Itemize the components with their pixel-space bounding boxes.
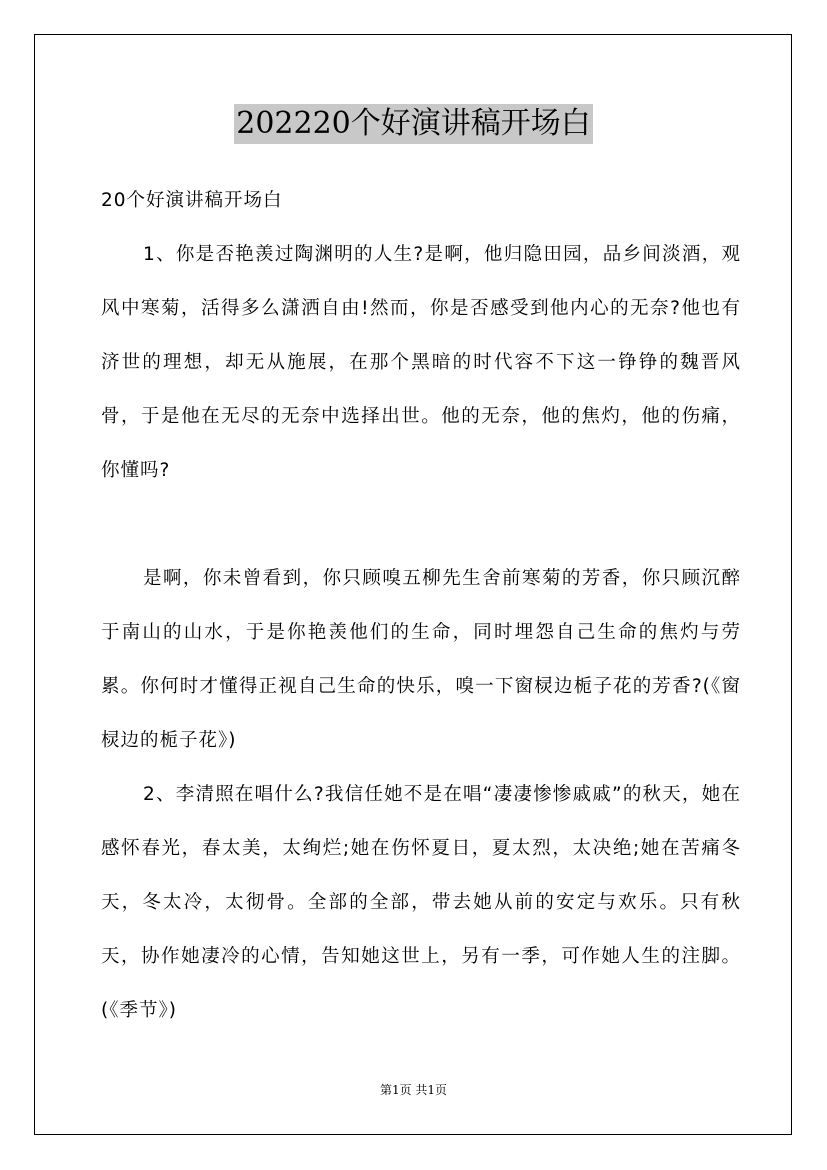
paragraph-3: 2、李清照在唱什么?我信任她不是在唱“凄凄惨惨戚戚”的秋天，她在感怀春光，春太美，太绚烂;她在伤怀夏日，夏太烈，太决绝;她在苦痛冬天，冬太冷，太彻骨。全部的全部，带去她从前的安定与欢乐。只有秋天，协作她凄冷的心情，告知她这世上，另有一季，可作她人生的注脚。(《季节》) bbox=[101, 784, 741, 1021]
document-subtitle: 20个好演讲稿开场白 bbox=[101, 190, 283, 211]
paragraph-gap bbox=[101, 498, 741, 552]
paragraph-1: 1、你是否艳羡过陶渊明的人生?是啊，他归隐田园，品乡间淡酒，观风中寒菊，活得多么潇洒自由!然而，你是否感受到他内心的无奈?他也有济世的理想，却无从施展，在那个黑暗的时代容不下这一铮铮的魏晋风骨，于是他在无尽的无奈中选择出世。他的无奈，他的焦灼，他的伤痛，你懂吗? bbox=[101, 244, 741, 481]
document-title: 202220个好演讲稿开场白 bbox=[234, 104, 593, 144]
page-footer: 第1页 共1页 bbox=[379, 1083, 448, 1097]
paragraph-2: 是啊，你未曾看到，你只顾嗅五柳先生舍前寒菊的芳香，你只顾沉醉于南山的山水，于是你艳羡他们的生命，同时埋怨自己生命的焦灼与劳累。你何时才懂得正视自己生命的快乐，嗅一下窗棂边栀子花的芳香?(《窗棂边的栀子花》) bbox=[101, 568, 741, 751]
document-body bbox=[101, 174, 741, 1038]
title-container bbox=[0, 104, 827, 144]
